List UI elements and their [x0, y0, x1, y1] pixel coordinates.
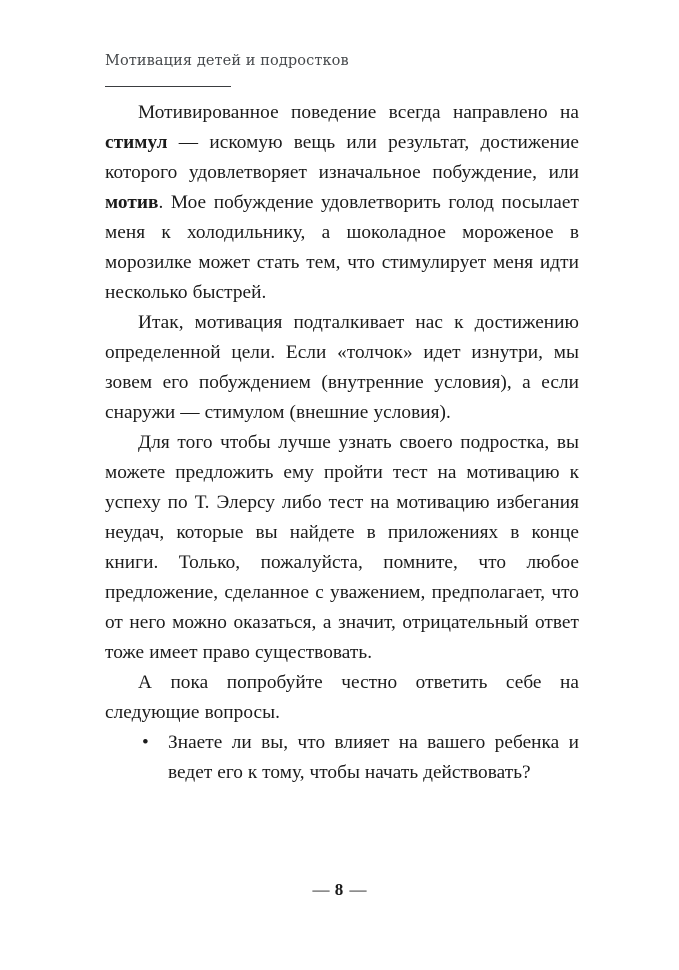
- paragraph-text-run: . Мое побуждение удовлетворить голод посылает меня к холодильнику, а шоколадное мороженое в морозилке может стать тем, что стимулирует меня идти несколько быстрей.: [105, 192, 579, 303]
- page-number: 8: [334, 880, 345, 899]
- body-paragraph: [105, 308, 579, 428]
- header-divider-rule: [105, 86, 231, 87]
- paragraph-group: [105, 98, 579, 728]
- bullet-point-icon: •: [142, 732, 149, 753]
- list-item: [105, 728, 579, 788]
- folio-dash-left: —: [312, 880, 330, 899]
- emphasized-term: стимул: [105, 132, 168, 153]
- list-item-text: Знаете ли вы, что влияет на вашего ребенка и ведет его к тому, чтобы начать действовать?: [168, 732, 579, 783]
- paragraph-text-run: А пока попробуйте честно ответить себе на следующие вопросы.: [105, 672, 579, 723]
- running-header: Мотивация детей и подростков: [105, 53, 349, 69]
- paragraph-text-run: Итак, мотивация подталкивает нас к достижению определенной цели. Если «толчок» идет изнутри, мы зовем его побуждением (внутренние условия), а если снаружи — стимулом (внешние условия).: [105, 312, 579, 423]
- page-footer-folio: [0, 880, 679, 900]
- body-paragraph: [105, 98, 579, 308]
- body-paragraph: [105, 668, 579, 728]
- paragraph-text-run: Для того чтобы лучше узнать своего подростка, вы можете предложить ему пройти тест на мотивацию к успеху по Т. Элерсу либо тест на мотивацию избегания неудач, которые вы найдете в приложениях в конце книги. Только, пожалуйста, помните, что любое предложение, сделанное с уважением, предполагает, что от него можно оказаться, а значит, отрицательный ответ тоже имеет право существовать.: [105, 432, 579, 663]
- body-text-column: [105, 98, 579, 788]
- question-list: [105, 728, 579, 788]
- folio-dash-right: —: [349, 880, 367, 899]
- emphasized-term: мотив: [105, 192, 159, 213]
- paragraph-text-run: — искомую вещь или результат, достижение которого удовлетворяет изначальное побуждение, или: [105, 132, 579, 183]
- body-paragraph: [105, 428, 579, 668]
- paragraph-text-run: Мотивированное поведение всегда направлено на: [138, 102, 579, 123]
